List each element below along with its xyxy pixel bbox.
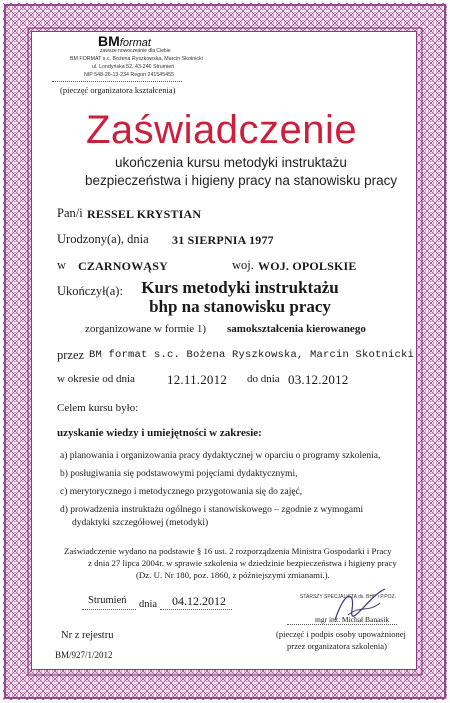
region-value: WOJ. OPOLSKIE: [258, 259, 357, 273]
goal-item-d: d) prowadzenia instruktażu ogólnego i stanowiskowego – zgodnie z wymogami: [60, 505, 364, 515]
period-to-label: do dnia: [247, 373, 280, 385]
completed-label: Ukończył(a):: [57, 284, 123, 298]
legal-line2: z dnia 27 lipca 2004r. w sprawie szkolenia w dziedzinie bezpieczeństwa i higieny pracy: [88, 558, 397, 568]
organized-label: zorganizowane w formie 1): [85, 323, 207, 335]
issue-place: Strumień: [88, 595, 127, 606]
logo-bm: BM: [98, 33, 120, 49]
by-value: BM format s.c. Bożena Ryszkowska, Marcin Skotnicki: [89, 349, 415, 361]
signature-caption2: przez organizatora szkolenia): [287, 641, 387, 651]
subtitle-line2: bezpieczeństwa i higieny pracy na stanowisku pracy: [85, 173, 398, 188]
stamp-ids: NIP 548-26-13-234 Regon 241545455: [84, 72, 175, 78]
registry-value: BM/927/1/2012: [55, 650, 113, 660]
issue-date: 04.12.2012: [172, 594, 226, 608]
goal-item-a: a) planowania i organizowania pracy dydaktycznej w oparciu o programy szkolenia,: [60, 451, 381, 461]
subtitle-line1: ukończenia kursu metodyki instruktażu: [115, 155, 347, 170]
person-name: RESSEL KRYSTIAN: [87, 207, 202, 221]
organizer-caption: (pieczęć organizatora kształcenia): [60, 85, 176, 95]
birth-place: CZARNOWĄSY: [78, 259, 169, 273]
period-from: 12.11.2012: [167, 372, 228, 387]
person-label: Pan/i: [57, 206, 83, 220]
goal-heading: uzyskanie wiedzy i umiejętności w zakresie:: [57, 427, 262, 439]
stamp-tagline: zawsze nowocześnie dla Ciebie: [100, 48, 171, 54]
goal-item-d-cont: dydaktyki szczegółowej (metodyki): [72, 518, 209, 528]
birth-date: 31 SIERPNIA 1977: [172, 233, 274, 247]
stamp-company: BM FORMAT s.c. Bożena Ryszkowska, Marcin Skotnicki: [70, 56, 203, 62]
issue-date-label: dnia: [139, 599, 158, 610]
legal-line3: (Dz. U. Nr 180, poz. 1860, z późniejszymi zmianami.).: [136, 570, 330, 580]
stamp-address: ul. Londyńska 52, 43-246 Strumień: [92, 64, 175, 70]
goal-label: Celem kursu było:: [57, 402, 139, 414]
by-label: przez: [57, 348, 85, 362]
signature-stamp-title: STARSZY SPECJALISTA ds. BHP i P.POZ.: [300, 594, 396, 600]
goal-item-c: c) merytorycznego i metodycznego przygotowania się do zajęć,: [60, 487, 303, 497]
region-label: woj.: [232, 258, 254, 272]
period-to: 03.12.2012: [288, 372, 349, 387]
goal-item-b: b) posługiwania się podstawowymi pojęciami dydaktycznymi,: [60, 469, 298, 479]
signature-scribble: [330, 585, 390, 625]
legal-line1: Zaświadczenie wydano na podstawie § 16 ust. 2 rozporządzenia Ministra Gospodarki i Pracy: [64, 546, 392, 556]
signature-stamp-name: mgr inż. Michał Banasik: [315, 615, 390, 624]
signature-caption1: (pieczęć i podpis osoby upoważnionej: [276, 629, 406, 639]
certificate-title: Zaświadczenie: [86, 108, 358, 152]
birth-place-prefix: w: [57, 258, 67, 272]
course-name-line1: Kurs metodyki instruktażu: [141, 278, 339, 297]
period-from-label: w okresie od dnia: [57, 373, 135, 385]
logo-format: format: [119, 37, 151, 49]
organized-value: samokształcenia kierowanego: [227, 323, 366, 335]
birth-label: Urodzony(a), dnia: [57, 232, 149, 246]
registry-label: Nr z rejestru: [61, 630, 114, 641]
course-name-line2: bhp na stanowisku pracy: [149, 297, 331, 316]
